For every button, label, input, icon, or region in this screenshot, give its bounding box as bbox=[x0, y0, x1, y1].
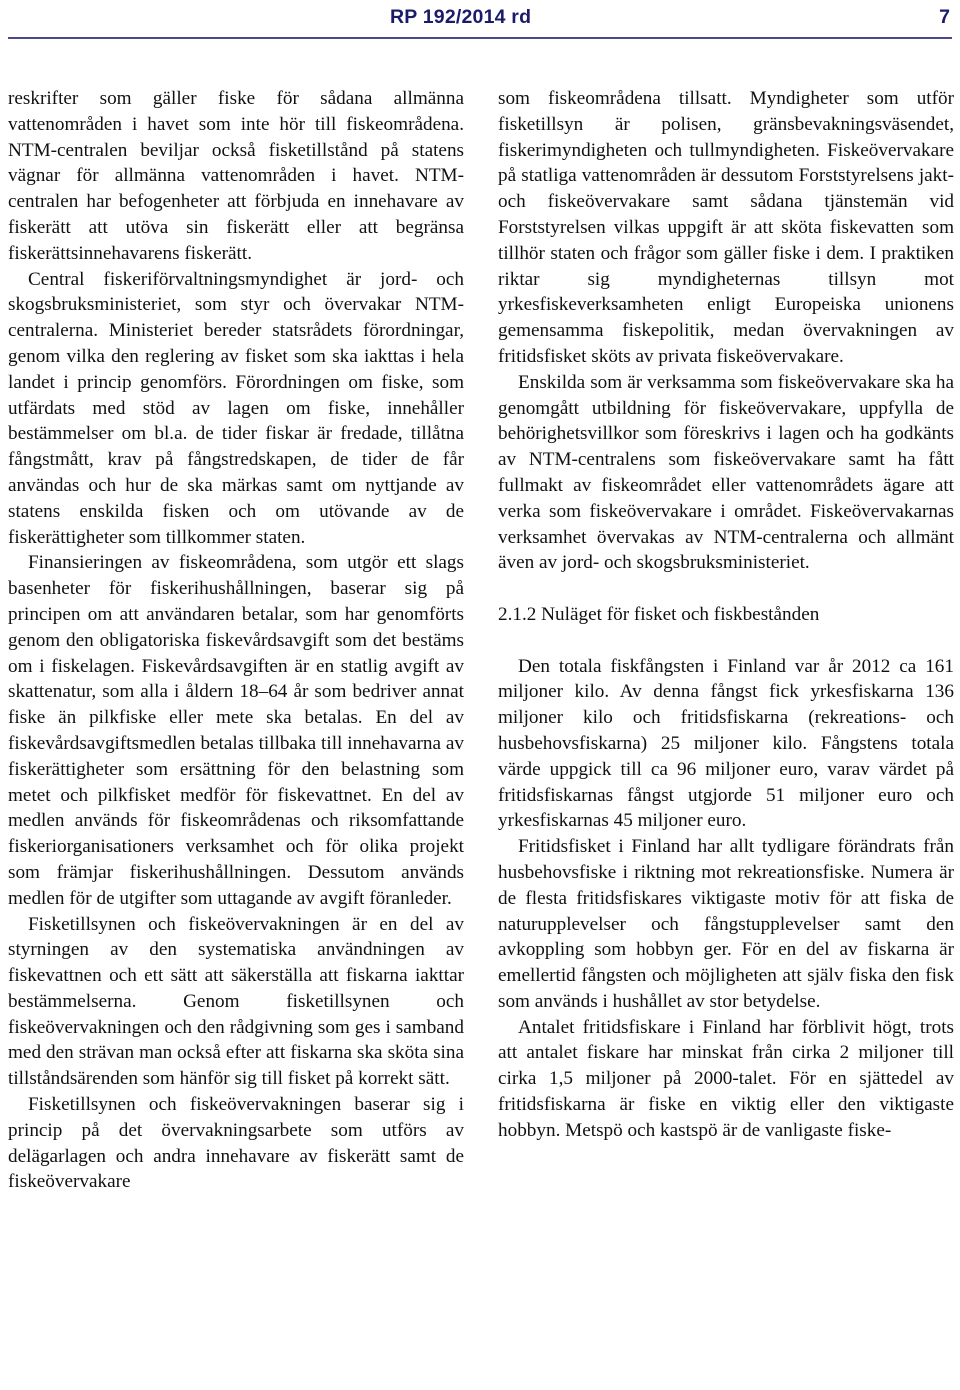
paragraph: Central fiskeriförvaltningsmyndighet är jord- och skogsbruksministeriet, som styr och övervakar NTM-centralerna. Ministeriet bereder statsrådets förordningar, genom vilka den reglering av fisket som ska iakttas i hela landet i princip genomförs. Förordningen om fiske, som utfärdats med stöd av lagen om fiske, innehåller bestämmelser om bl.a. de tider fiskar är fredade, tillåtna fångstmått, krav på fångstredskapen, de tider de får användas och hur de ska märkas samt om nyttjande av statens enskilda fisken och om utövande av de fiskerättigheter som tillkommer staten. bbox=[8, 268, 464, 548]
spacer bbox=[498, 576, 954, 602]
document-id: RP 192/2014 rd bbox=[390, 6, 532, 28]
paragraph: Fritidsfisket i Finland har allt tydligare förändrats från husbehovsfiske i riktning mot rekreationsfiske. Numera är de flesta fritidsfiskares viktigaste motiv för att fiska de naturupplevelser och fångstupplevelser samt den avkoppling som hobbyn ger. För en del av fiskarna är emellertid fångsten och möjligheten att själv fiska den fisk som används i hushållet av stor betydelse. bbox=[498, 836, 954, 1012]
header-rule bbox=[8, 37, 952, 39]
paragraph: reskrifter som gäller fiske för sådana allmänna vattenområden i havet som inte hör till fiskeområdena. NTM-centralen beviljar också fisketillstånd på statens vägnar för allmänna vattenområden i havet. NTM-centralen har befogenheter att förbjuda en innehavare av fiskerätt att utöva sin fiskerätt eller att begränsa fiskerättsinnehavarens fiskerätt. bbox=[8, 88, 464, 264]
paragraph: Finansieringen av fiskeområdena, som utgör ett slags basenheter för fiskerihushållningen, baserar sig på principen om att användaren betalar, som har genomförts genom den obligatoriska fiskevårdsavgift som det bestäms om i fiskelagen. Fiskevårdsavgiften är en statlig avgift av skattenatur, som alla i åldern 18–64 år som bedriver annat fiske än pilkfiske eller mete ska betalas. En del av fiskevårdsavgiftsmedlen betalas tillbaka till innehavarna av fiskerättigheter som ersättning för den belastning som metet och pilkfisket medför för fiskevattnet. En del av medlen används för fiskeområdenas och riksomfattande fiskeriorganisationers verksamhet och för olika projekt som främjar fiskerihushållningen. Dessutom används medlen för de utgifter som uttagande av avgift föranleder. bbox=[8, 552, 464, 909]
spacer bbox=[498, 628, 954, 654]
paragraph: Enskilda som är verksamma som fiskeövervakare ska ha genomgått utbildning för fiskeövervakare, uppfylla de behörighetsvillkor som föreskrivs i lagen och ha godkänts av NTM-centralens som fiskeövervakare samt ha fått fullmakt av fiskeområdet eller vattenområdets ägare att verka som fiskeövervakare i området. Fiskeövervakarnas verksamhet övervakas av NTM-centralerna och allmänt även av jord- och skogsbruksministeriet. bbox=[498, 371, 954, 574]
right-column bbox=[498, 86, 954, 1144]
paragraph: som fiskeområdena tillsatt. Myndigheter som utför fisketillsyn är polisen, gränsbevakningsväsendet, fiskerimyndigheten och tullmyndigheten. Fiskeövervakare på statliga vattenområden är dessutom Forststyrelsens jakt- och fiskeövervakare samt sådana tjänstemän vid Forststyrelsen vilkas uppgift är att sköta fiskevatten som tillhör staten och frågor som gäller fiske i dem. I praktiken riktar sig myndigheternas tillsyn mot yrkesfiskeverksamheten enligt Europeiska unionens gemensamma fiskepolitik, medan övervakningen av fritidsfisket sköts av privata fiskeövervakare. bbox=[498, 88, 954, 367]
paragraph: Antalet fritidsfiskare i Finland har förblivit högt, trots att antalet fiskare har minskat från cirka 2 miljoner till cirka 1,5 miljoner på 2000-talet. För en sjättedel av fritidsfiskarna är fiske en viktig eller den viktigaste hobbyn. Metspö och kastspö är de vanligaste fiske- bbox=[498, 1016, 954, 1141]
paragraph: Fisketillsynen och fiskeövervakningen baserar sig i princip på det övervakningsarbete som utförs av delägarlagen och andra innehavare av fiskerätt samt de fiskeövervakare bbox=[8, 1094, 464, 1193]
page-header bbox=[0, 6, 960, 32]
page-number: 7 bbox=[939, 6, 950, 28]
section-heading: 2.1.2 Nuläget för fisket och fiskbestånden bbox=[498, 603, 820, 625]
left-column bbox=[8, 86, 464, 1195]
paragraph: Den totala fiskfångsten i Finland var år 2012 ca 161 miljoner kilo. Av denna fångst fick yrkesfiskarna 136 miljoner kilo och fritidsfiskarna (rekreations- och husbehovsfiskarna) 25 miljoner kilo. Fångstens totala värde uppgick till ca 96 miljoner euro, varav värdet på fritidsfiskarnas fångst utgjorde 51 miljoner euro och yrkesfiskarnas 45 miljoner euro. bbox=[498, 655, 954, 832]
paragraph: Fisketillsynen och fiskeövervakningen är en del av styrningen av den systematiska användningen av fiskevattnen och ett sätt att säkerställa att fiskarna iakttar bestämmelserna. Genom fisketillsynen och fiskeövervakningen och den rådgivning som ges i samband med den strävan man också efter att fiskarna ska sköta sina tillståndsärenden som hänför sig till fisket på korrekt sätt. bbox=[8, 913, 464, 1090]
